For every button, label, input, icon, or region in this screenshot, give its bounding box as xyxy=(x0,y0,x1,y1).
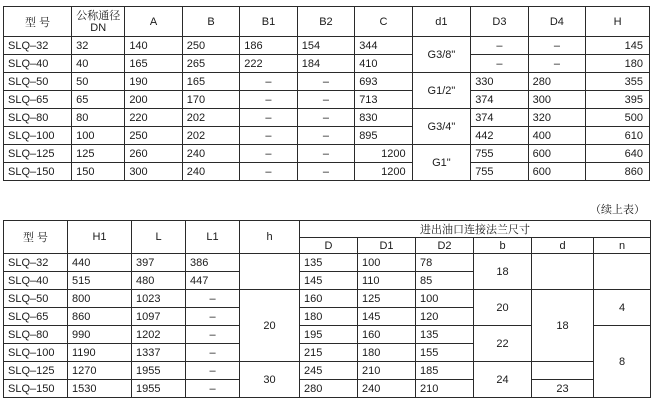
cell-model: SLQ–80 xyxy=(4,326,68,344)
table-row xyxy=(4,55,650,73)
cell-d1: 100 xyxy=(358,254,416,272)
cell-l: 1202 xyxy=(132,326,186,344)
cell-h1: 1530 xyxy=(68,380,132,398)
cell-dn: 100 xyxy=(72,127,125,145)
cell-d3: 374 xyxy=(471,91,528,109)
cell-h1: 860 xyxy=(68,308,132,326)
cell-d3: 755 xyxy=(471,145,528,163)
cell-a: 250 xyxy=(125,127,182,145)
cell-d1-group: G3/4" xyxy=(412,109,471,145)
cell-h-group-empty xyxy=(240,254,300,290)
table-row xyxy=(4,290,651,308)
cell-d3: 374 xyxy=(471,109,528,127)
cell-d: 280 xyxy=(300,380,358,398)
cell-d4: 600 xyxy=(528,163,585,181)
cell-l1: 386 xyxy=(186,254,240,272)
table-row xyxy=(4,362,651,380)
cell-d3: 330 xyxy=(471,73,528,91)
cell-dn: 65 xyxy=(72,91,125,109)
cell-d1: 125 xyxy=(358,290,416,308)
cell-d: 145 xyxy=(300,272,358,290)
table-row xyxy=(4,73,650,91)
cell-a: 190 xyxy=(125,73,182,91)
col-header-n: n xyxy=(594,238,651,254)
cell-b: 170 xyxy=(182,91,239,109)
cell-a: 200 xyxy=(125,91,182,109)
table-row xyxy=(4,145,650,163)
cell-b2: – xyxy=(297,73,354,91)
cell-b: 240 xyxy=(182,163,239,181)
cell-h1: 440 xyxy=(68,254,132,272)
cell-b2: 154 xyxy=(297,37,354,55)
cell-d1-group: G3/8" xyxy=(412,37,471,73)
col-header-h-lower: h xyxy=(240,221,300,254)
cell-d4: 400 xyxy=(528,127,585,145)
cell-d1-group: G1" xyxy=(412,145,471,181)
cell-h-group: 30 xyxy=(240,362,300,398)
cell-d2: 120 xyxy=(416,308,474,326)
col-header-l: L xyxy=(132,221,186,254)
cell-b1: – xyxy=(240,73,297,91)
cell-d-group: 18 xyxy=(532,290,594,362)
table-row xyxy=(4,380,651,398)
cell-h: 395 xyxy=(586,91,650,109)
col-header-h1: H1 xyxy=(68,221,132,254)
cell-h: 145 xyxy=(586,37,650,55)
cell-d: 245 xyxy=(300,362,358,380)
cell-d: 135 xyxy=(300,254,358,272)
cell-model: SLQ–80 xyxy=(4,109,72,127)
cell-model: SLQ–150 xyxy=(4,163,72,181)
cell-d3: 442 xyxy=(471,127,528,145)
col-header-b1: B1 xyxy=(240,7,297,37)
spec-table-main xyxy=(3,6,650,181)
col-header-d-lower: d xyxy=(532,238,594,254)
cell-model: SLQ–125 xyxy=(4,145,72,163)
cell-d2: 210 xyxy=(416,380,474,398)
cell-d2: 135 xyxy=(416,326,474,344)
cell-c: 410 xyxy=(355,55,412,73)
cell-b: 202 xyxy=(182,109,239,127)
cell-b: 202 xyxy=(182,127,239,145)
cell-b: 250 xyxy=(182,37,239,55)
cell-a: 300 xyxy=(125,163,182,181)
dn-header-line2: DN xyxy=(90,21,107,34)
cell-h: 610 xyxy=(586,127,650,145)
cell-c: 693 xyxy=(355,73,412,91)
cell-l: 1337 xyxy=(132,344,186,362)
cell-model: SLQ–65 xyxy=(4,308,68,326)
cell-b-group: 20 xyxy=(474,290,532,326)
cell-d-group-empty xyxy=(532,362,594,380)
col-header-h: H xyxy=(586,7,650,37)
col-header-c: C xyxy=(355,7,412,37)
cell-d4: 320 xyxy=(528,109,585,127)
cell-d3: 755 xyxy=(471,163,528,181)
col-header-dn xyxy=(72,7,125,37)
cell-b1: – xyxy=(240,91,297,109)
cell-model: SLQ–40 xyxy=(4,55,72,73)
table-row xyxy=(4,163,650,181)
cell-d: 180 xyxy=(300,308,358,326)
cell-d: 160 xyxy=(300,290,358,308)
cell-d2: 78 xyxy=(416,254,474,272)
col-header-d2: D2 xyxy=(416,238,474,254)
cell-dn: 32 xyxy=(72,37,125,55)
cell-h: 180 xyxy=(586,55,650,73)
cell-h: 860 xyxy=(586,163,650,181)
cell-l: 1955 xyxy=(132,362,186,380)
cell-l1: – xyxy=(186,290,240,308)
cell-model: SLQ–32 xyxy=(4,37,72,55)
cell-d2: 155 xyxy=(416,344,474,362)
cell-l: 480 xyxy=(132,272,186,290)
cell-c: 1200 xyxy=(355,163,412,181)
cell-l: 1955 xyxy=(132,380,186,398)
continued-note: （续上表） xyxy=(590,204,645,216)
cell-h1: 1270 xyxy=(68,362,132,380)
cell-h1: 800 xyxy=(68,290,132,308)
cell-c: 1200 xyxy=(355,145,412,163)
cell-c: 830 xyxy=(355,109,412,127)
col-header-d-upper: D xyxy=(300,238,358,254)
table-header-row xyxy=(4,7,650,37)
col-header-d3: D3 xyxy=(471,7,528,37)
cell-d3: – xyxy=(471,37,528,55)
cell-n-group: 4 xyxy=(594,290,651,326)
cell-d1-group: G1/2" xyxy=(412,73,471,109)
cell-d1: 145 xyxy=(358,308,416,326)
spec-table-continued xyxy=(3,220,651,398)
cell-dn: 50 xyxy=(72,73,125,91)
cell-b: 240 xyxy=(182,145,239,163)
cell-a: 220 xyxy=(125,109,182,127)
cell-d1: 240 xyxy=(358,380,416,398)
table-header-row xyxy=(4,221,651,238)
cell-b2: – xyxy=(297,109,354,127)
table-row xyxy=(4,91,650,109)
cell-l: 1097 xyxy=(132,308,186,326)
cell-b1: – xyxy=(240,109,297,127)
col-header-d4: D4 xyxy=(528,7,585,37)
col-header-b: B xyxy=(182,7,239,37)
cell-model: SLQ–150 xyxy=(4,380,68,398)
col-header-model: 型 号 xyxy=(4,221,68,254)
cell-d: 215 xyxy=(300,344,358,362)
cell-model: SLQ–100 xyxy=(4,127,72,145)
cell-b1: 222 xyxy=(240,55,297,73)
cell-dn: 150 xyxy=(72,163,125,181)
cell-d-group-empty xyxy=(532,254,594,290)
cell-d2: 185 xyxy=(416,362,474,380)
table-row xyxy=(4,37,650,55)
col-header-d1: d1 xyxy=(412,7,471,37)
cell-l: 397 xyxy=(132,254,186,272)
cell-d-group: 23 xyxy=(532,380,594,398)
cell-h: 500 xyxy=(586,109,650,127)
cell-b2: – xyxy=(297,91,354,109)
cell-d4: – xyxy=(528,37,585,55)
cell-b-group: 18 xyxy=(474,254,532,290)
col-header-a: A xyxy=(125,7,182,37)
cell-b2: – xyxy=(297,163,354,181)
cell-dn: 80 xyxy=(72,109,125,127)
cell-l: 1023 xyxy=(132,290,186,308)
cell-h1: 515 xyxy=(68,272,132,290)
cell-d: 195 xyxy=(300,326,358,344)
col-header-b-lower: b xyxy=(474,238,532,254)
cell-d1: 180 xyxy=(358,344,416,362)
cell-b1: 186 xyxy=(240,37,297,55)
cell-b2: – xyxy=(297,127,354,145)
cell-dn: 125 xyxy=(72,145,125,163)
cell-l1: 447 xyxy=(186,272,240,290)
cell-h: 640 xyxy=(586,145,650,163)
cell-h1: 990 xyxy=(68,326,132,344)
cell-n-group-empty xyxy=(594,254,651,290)
col-header-model: 型 号 xyxy=(4,7,72,37)
cell-l1: – xyxy=(186,344,240,362)
cell-a: 260 xyxy=(125,145,182,163)
table-row xyxy=(4,127,650,145)
cell-b2: – xyxy=(297,145,354,163)
table-row xyxy=(4,109,650,127)
cell-n-group: 8 xyxy=(594,326,651,398)
cell-model: SLQ–100 xyxy=(4,344,68,362)
cell-b2: 184 xyxy=(297,55,354,73)
cell-d4: 280 xyxy=(528,73,585,91)
cell-h: 355 xyxy=(586,73,650,91)
cell-model: SLQ–50 xyxy=(4,290,68,308)
cell-model: SLQ–125 xyxy=(4,362,68,380)
cell-d1: 210 xyxy=(358,362,416,380)
cell-d2: 100 xyxy=(416,290,474,308)
col-header-b2: B2 xyxy=(297,7,354,37)
cell-b: 265 xyxy=(182,55,239,73)
cell-d4: 600 xyxy=(528,145,585,163)
cell-b1: – xyxy=(240,163,297,181)
col-header-l1: L1 xyxy=(186,221,240,254)
cell-model: SLQ–50 xyxy=(4,73,72,91)
cell-dn: 40 xyxy=(72,55,125,73)
cell-b-group: 22 xyxy=(474,326,532,362)
cell-c: 713 xyxy=(355,91,412,109)
cell-model: SLQ–32 xyxy=(4,254,68,272)
cell-d1: 160 xyxy=(358,326,416,344)
table-row xyxy=(4,254,651,272)
col-header-d1: D1 xyxy=(358,238,416,254)
cell-d1: 110 xyxy=(358,272,416,290)
cell-c: 895 xyxy=(355,127,412,145)
cell-model: SLQ–40 xyxy=(4,272,68,290)
cell-c: 344 xyxy=(355,37,412,55)
cell-b1: – xyxy=(240,145,297,163)
cell-d4: – xyxy=(528,55,585,73)
cell-l1: – xyxy=(186,362,240,380)
cell-b1: – xyxy=(240,127,297,145)
cell-a: 165 xyxy=(125,55,182,73)
cell-h-group: 20 xyxy=(240,290,300,362)
col-header-flange-group: 进出油口连接法兰尺寸 xyxy=(300,221,651,238)
cell-h1: 1190 xyxy=(68,344,132,362)
cell-l1: – xyxy=(186,326,240,344)
cell-d3: – xyxy=(471,55,528,73)
cell-l1: – xyxy=(186,308,240,326)
cell-l1: – xyxy=(186,380,240,398)
cell-a: 140 xyxy=(125,37,182,55)
cell-d2: 85 xyxy=(416,272,474,290)
cell-b: 165 xyxy=(182,73,239,91)
cell-b-group: 24 xyxy=(474,362,532,398)
cell-d4: 300 xyxy=(528,91,585,109)
cell-model: SLQ–65 xyxy=(4,91,72,109)
dn-header-line1: 公称通径 xyxy=(76,9,121,22)
